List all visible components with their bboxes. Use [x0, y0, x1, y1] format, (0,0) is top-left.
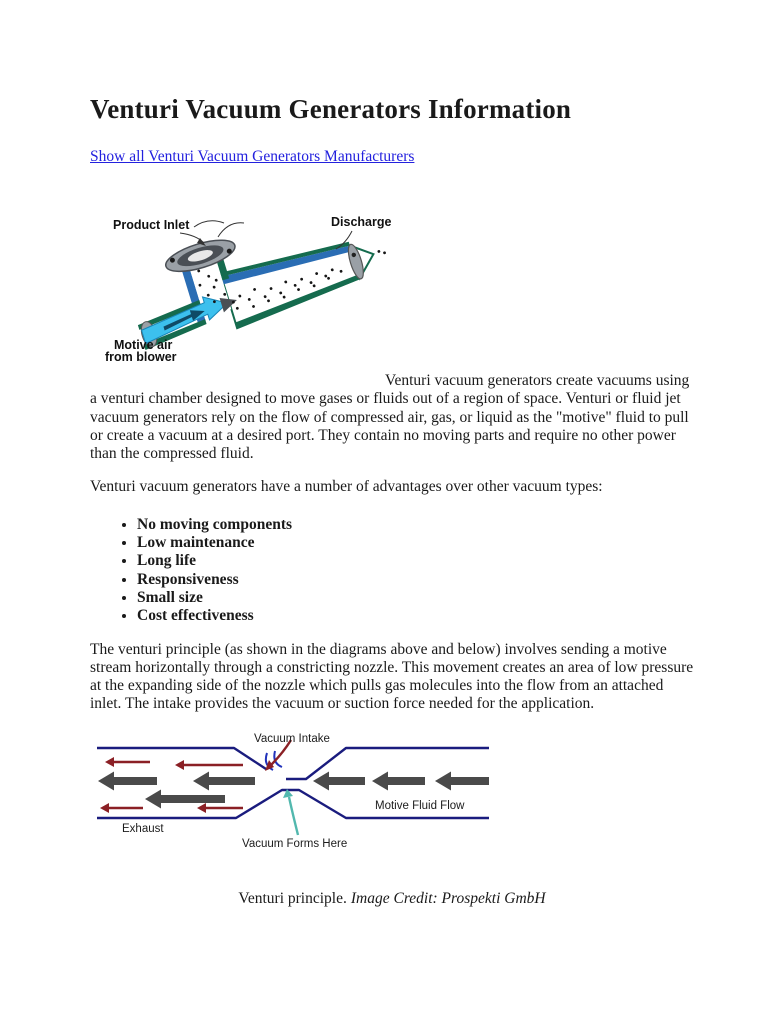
motive-air-label-line1: Motive air [114, 338, 173, 352]
flow-arrow-icon [313, 771, 365, 790]
flow-arrow-icon [435, 771, 489, 790]
page-title: Venturi Vacuum Generators Information [90, 94, 572, 124]
exhaust-label: Exhaust [122, 822, 164, 835]
motive-air-label-line2: from blower [105, 350, 177, 364]
discharge-label: Discharge [331, 215, 392, 229]
principle-paragraph: The venturi principle (as shown in the diagrams above and below) involves sending a motive stream horizontally through a constricting nozzle. This movement creates an area of low pressure at the expanding side of the nozzle which pulls gas molecules into the flow from an attached inlet. The intake provides the vacuum or suction force needed for the application. [90, 640, 694, 713]
advantages-list [90, 516, 650, 626]
exhaust-arrow-icon [175, 760, 243, 770]
venturi-principle-diagram [88, 731, 498, 851]
list-item: • Cost effectiveness [137, 607, 650, 625]
manufacturers-link-row [90, 147, 694, 166]
eductor-diagram [100, 207, 400, 367]
caption-text: Venturi principle. [238, 889, 347, 907]
vacuum-intake-label: Vacuum Intake [254, 732, 330, 745]
exhaust-arrow-icon [197, 803, 243, 813]
intro-paragraph: Venturi vacuum generators create vacuums using a venturi chamber designed to move gases or fluids out of a region of space. Venturi or fluid jet vacuum generators rely on the flow of compressed air, gas, or liquid as the "motive" fluid to pull or create a vacuum at a desired port. They contain no moving parts and require no other power than the compressed fluid. [90, 372, 690, 463]
list-item: • Long life [137, 552, 650, 570]
motive-fluid-flow-label: Motive Fluid Flow [375, 799, 465, 812]
advantages-intro: Venturi vacuum generators have a number of advantages over other vacuum types: [90, 478, 603, 496]
product-inlet-label: Product Inlet [113, 218, 190, 232]
list-item: • Low maintenance [137, 534, 650, 552]
vacuum-forms-here-label: Vacuum Forms Here [242, 837, 348, 850]
exhaust-arrow-icon [100, 803, 143, 813]
flow-arrow-icon [98, 771, 157, 790]
list-item: • No moving components [137, 516, 650, 534]
figure-caption [90, 889, 694, 908]
list-item: • Responsiveness [137, 571, 650, 589]
caption-credit: Image Credit: Prospekti GmbH [350, 889, 546, 907]
flow-arrow-icon [372, 771, 425, 790]
flow-arrow-icon [145, 789, 225, 808]
vacuum-forms-arrow-icon [283, 789, 298, 835]
list-item: • Small size [137, 589, 650, 607]
flow-arrow-icon [193, 771, 255, 790]
exhaust-arrow-icon [105, 757, 150, 767]
manufacturers-link[interactable]: Show all Venturi Vacuum Generators Manufacturers [90, 148, 415, 165]
